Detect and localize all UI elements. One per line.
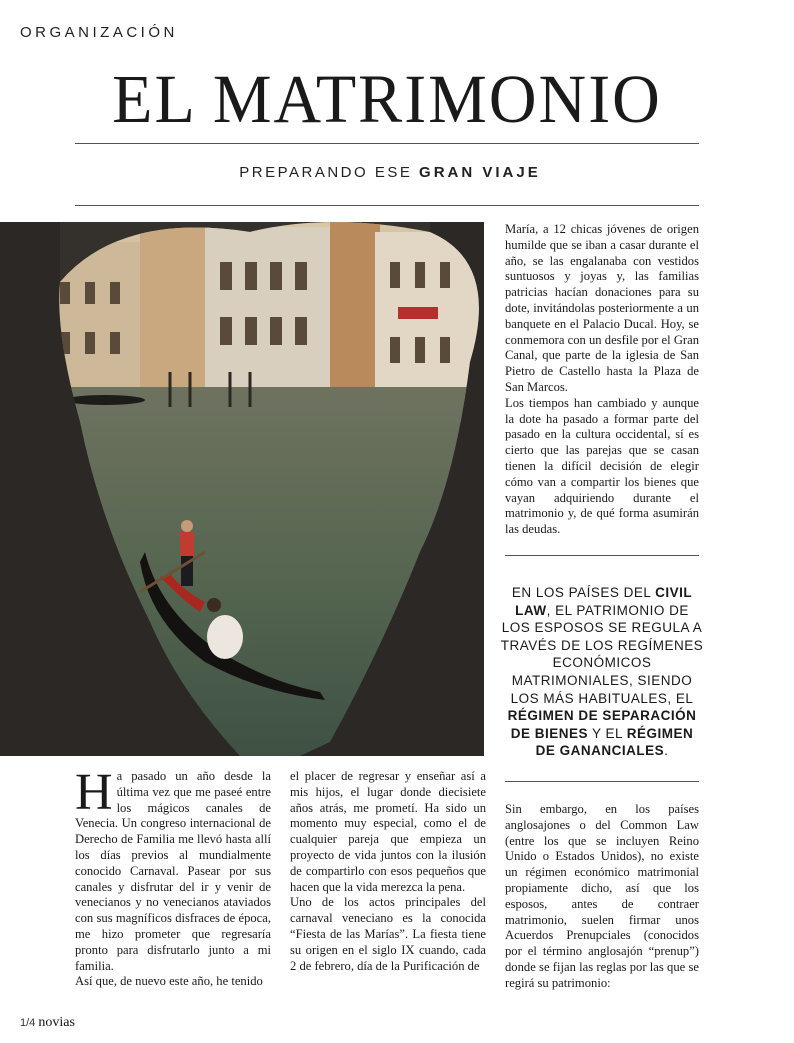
paragraph: María, a 12 chicas jóvenes de origen humilde que se iban a casar durante el año, se las engalanaba con vestidos suntuosos y joyas y, las familias patricias hacían donaciones para su dote, invitándolas posteriormente a un banquete en el Palacio Ducal. Hoy, se conmemora con un desfile por el Gran Canal, que parte de la iglesia de San Pietro de Castello hasta la Plaza de San Marcos.	[505, 222, 699, 394]
text-column-right-bottom	[505, 802, 699, 992]
pullquote-rule-bottom	[505, 781, 699, 782]
paragraph: Los tiempos han cambiado y aunque la dote ha pasado a formar parte del pasado en la cultura occidental, sí es cierto que las parejas que se casan tienen la difícil decisión de elegir cómo van a compartir los bienes que vayan adquiriendo durante el matrimonio y, de qué forma asumirán las deudas.	[505, 395, 699, 537]
pullquote: EN LOS PAÍSES DEL CIVIL LAW, EL PATRIMONIO DE LOS ESPOSOS SE REGULA A TRAVÉS DE LOS REGÍMENES ECONÓMICOS MATRIMONIALES, SIENDO LOS MÁS HABITUALES, EL RÉGIMEN DE SEPARACIÓN DE BIENES Y EL RÉGIMEN DE GANANCIALES.	[500, 585, 704, 759]
paragraph: Ha pasado un año desde la última vez que me paseé entre los mágicos canales de Venecia. Un congreso internacional de Derecho de Familia me llevó hasta allí los días previos al mundialmente conocido Carnaval. Pasear por sus canales y disfrutar del ir y venir de venecianos y no venecianos ataviados con sus magníficos disfraces de época, me hizo prometer que regresaría pronto para disfrutarlo junto a mi familia.	[75, 764, 271, 973]
title-rule-bottom	[75, 205, 699, 206]
article-subtitle: PREPARANDO ESE GRAN VIAJE	[239, 164, 541, 181]
page-number: 1/4	[20, 1017, 36, 1029]
paragraph: Así que, de nuevo este año, he tenido	[75, 974, 263, 989]
text-column-left	[75, 764, 271, 990]
paragraph: el placer de regresar y enseñar así a mis hijos, el lugar donde diecisiete años atrás, me prometí. Ha sido un momento muy especial, como el de cualquier pareja que empieza un proyecto de vida juntos con la ilusión de compartirlo con esos pequeños que hacen que la vida merezca la pena.	[290, 769, 486, 894]
text-column-middle	[290, 769, 486, 974]
page-footer	[20, 1015, 75, 1031]
title-rule-top	[75, 143, 699, 144]
text-column-right-top	[505, 222, 699, 538]
article-title: EL MATRIMONIO	[112, 61, 662, 138]
paragraph: Sin embargo, en los países anglosajones o del Common Law (entre los que se incluyen Reino Unido o Estados Unidos), no existe un régimen económico matrimonial propiamente dicho, así que los esposos, antes de contraer matrimonio, suelen firmar unos Acuerdos Prenupciales (conocidos por el término anglosajón “prenup”) donde se fijan las reglas por las que se regirá su patrimonio:	[505, 802, 699, 990]
paragraph: Uno de los actos principales del carnaval veneciano es la conocida “Fiesta de las Marías”. La fiesta tiene su origen en el siglo IX cuando, cada 2 de febrero, día de la Purificación de	[290, 895, 486, 973]
drop-cap: H	[75, 764, 113, 821]
pullquote-rule-top	[505, 555, 699, 556]
photo-illustration	[0, 222, 484, 756]
venice-gondola-photo	[0, 222, 484, 756]
magazine-brand: novias	[38, 1015, 75, 1030]
section-label: ORGANIZACIÓN	[20, 24, 178, 41]
